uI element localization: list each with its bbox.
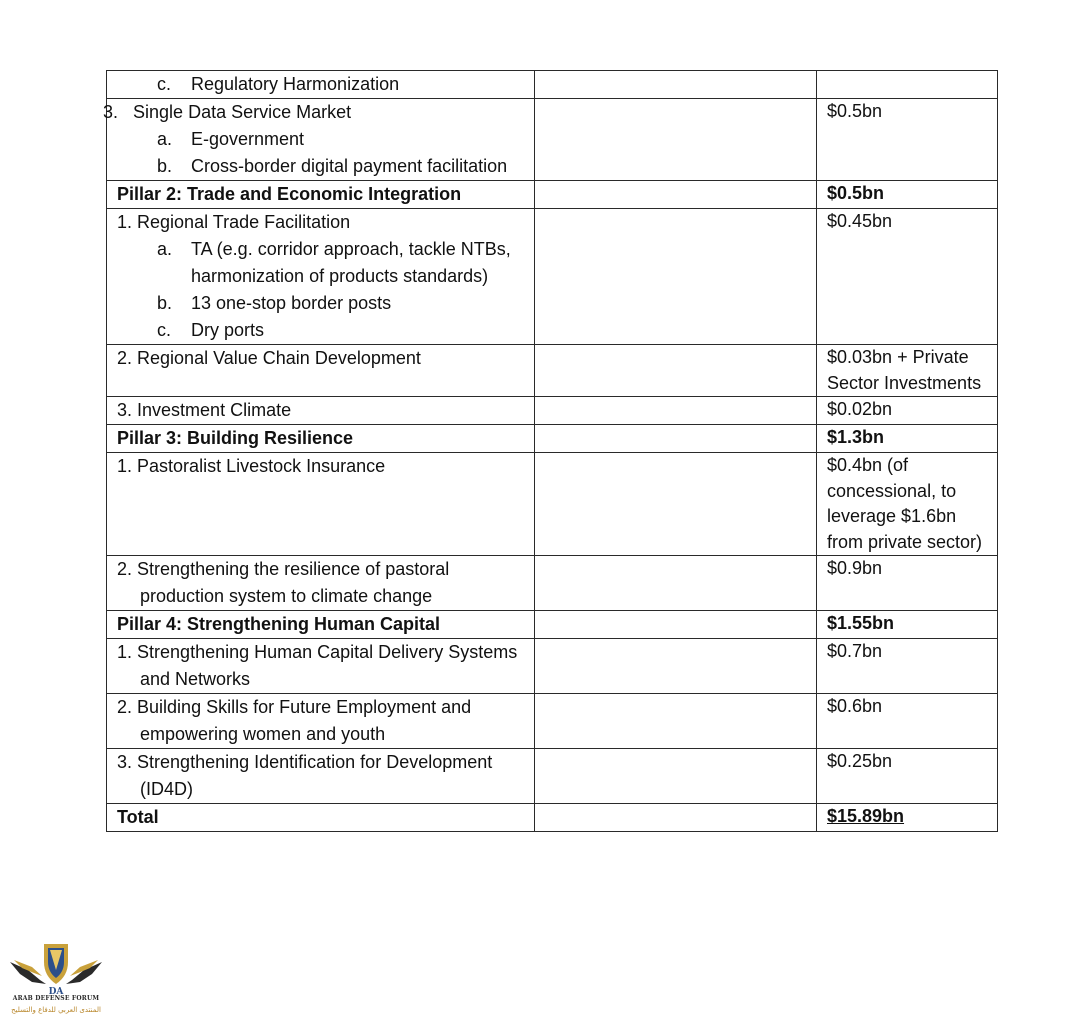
numbered-item: 3. Strengthening Identification for Development (ID4D) [117, 752, 493, 799]
blank-cell [535, 99, 817, 181]
numbered-item: 3. Investment Climate [117, 400, 292, 420]
logo-name-ar: المنتدى العربي للدفاع والتسليح [11, 1006, 101, 1014]
blank-cell [535, 345, 817, 397]
amount-cell: $0.5bn [817, 99, 998, 181]
amount-cell: $0.6bn [817, 694, 998, 749]
blank-cell [535, 209, 817, 345]
blank-cell [535, 694, 817, 749]
total-amount: $15.89bn [817, 804, 998, 832]
blank-cell [535, 611, 817, 639]
table-row [107, 611, 998, 639]
sub-item: b. 13 one-stop border posts [157, 293, 392, 313]
blank-cell [535, 453, 817, 556]
amount-cell: $0.9bn [817, 556, 998, 611]
item-cell [107, 397, 535, 425]
table-row [107, 209, 998, 345]
amount-cell: $0.4bn (of concessional, to leverage $1.6bn from private sector) [817, 453, 998, 556]
amount-cell: $1.55bn [817, 611, 998, 639]
pillar-heading: Pillar 4: Strengthening Human Capital [107, 611, 535, 639]
item-cell [103, 99, 535, 181]
logo-monogram: DA [48, 987, 64, 996]
amount-cell: $0.7bn [817, 639, 998, 694]
amount-cell: $0.25bn [817, 749, 998, 804]
table-row [107, 71, 998, 99]
amount-cell: $1.3bn [817, 425, 998, 453]
numbered-item: 1. Strengthening Human Capital Delivery Systems and Networks [117, 642, 518, 689]
amount-cell: $0.45bn [817, 209, 998, 345]
blank-cell [535, 749, 817, 804]
blank-cell [535, 397, 817, 425]
numbered-item: 2. Building Skills for Future Employment and empowering women and youth [117, 697, 472, 744]
amount-cell [817, 71, 998, 99]
eagle-emblem-icon [6, 940, 106, 996]
blank-cell [535, 425, 817, 453]
amount-cell: $0.02bn [817, 397, 998, 425]
total-label: Total [107, 804, 535, 832]
pillar-heading: Pillar 2: Trade and Economic Integration [107, 181, 535, 209]
item-cell [107, 345, 535, 397]
item-cell [107, 71, 535, 99]
item-cell [107, 453, 535, 556]
blank-cell [535, 804, 817, 832]
item-cell [107, 556, 535, 611]
pillar-heading: Pillar 3: Building Resilience [107, 425, 535, 453]
item-cell [107, 749, 535, 804]
table-row [107, 425, 998, 453]
table-row [107, 181, 998, 209]
blank-cell [535, 71, 817, 99]
blank-cell [535, 639, 817, 694]
table-row [107, 694, 998, 749]
table-row [107, 556, 998, 611]
budget-table [103, 70, 998, 832]
amount-cell: $0.5bn [817, 181, 998, 209]
table-row [107, 749, 998, 804]
sub-item: c. Dry ports [157, 320, 265, 340]
logo-name-en: ARAB DEFENSE FORUM [12, 995, 100, 1002]
numbered-item: 1. Regional Trade Facilitation [117, 212, 351, 232]
forum-watermark-logo [6, 940, 106, 1020]
table-row [107, 99, 998, 181]
numbered-item: 1. Pastoralist Livestock Insurance [117, 456, 386, 476]
blank-cell [535, 181, 817, 209]
numbered-item: 3. Single Data Service Market [103, 102, 352, 122]
blank-cell [535, 556, 817, 611]
sub-item: a. E-government [157, 129, 305, 149]
item-cell [107, 639, 535, 694]
numbered-item: 2. Regional Value Chain Development [117, 348, 421, 368]
table-row-total [107, 804, 998, 832]
amount-cell: $0.03bn + Private Sector Investments [817, 345, 998, 397]
table-row [107, 639, 998, 694]
sub-item: c. Regulatory Harmonization [157, 74, 400, 94]
table-row [107, 453, 998, 556]
table-row [107, 345, 998, 397]
sub-item: a. TA (e.g. corridor approach, tackle NTBs, harmonization of products standards) [157, 239, 511, 286]
numbered-item: 2. Strengthening the resilience of pastoral production system to climate change [117, 559, 450, 606]
table-row [107, 397, 998, 425]
item-cell [107, 694, 535, 749]
item-cell [107, 209, 535, 345]
sub-item: b. Cross-border digital payment facilitation [157, 156, 508, 176]
